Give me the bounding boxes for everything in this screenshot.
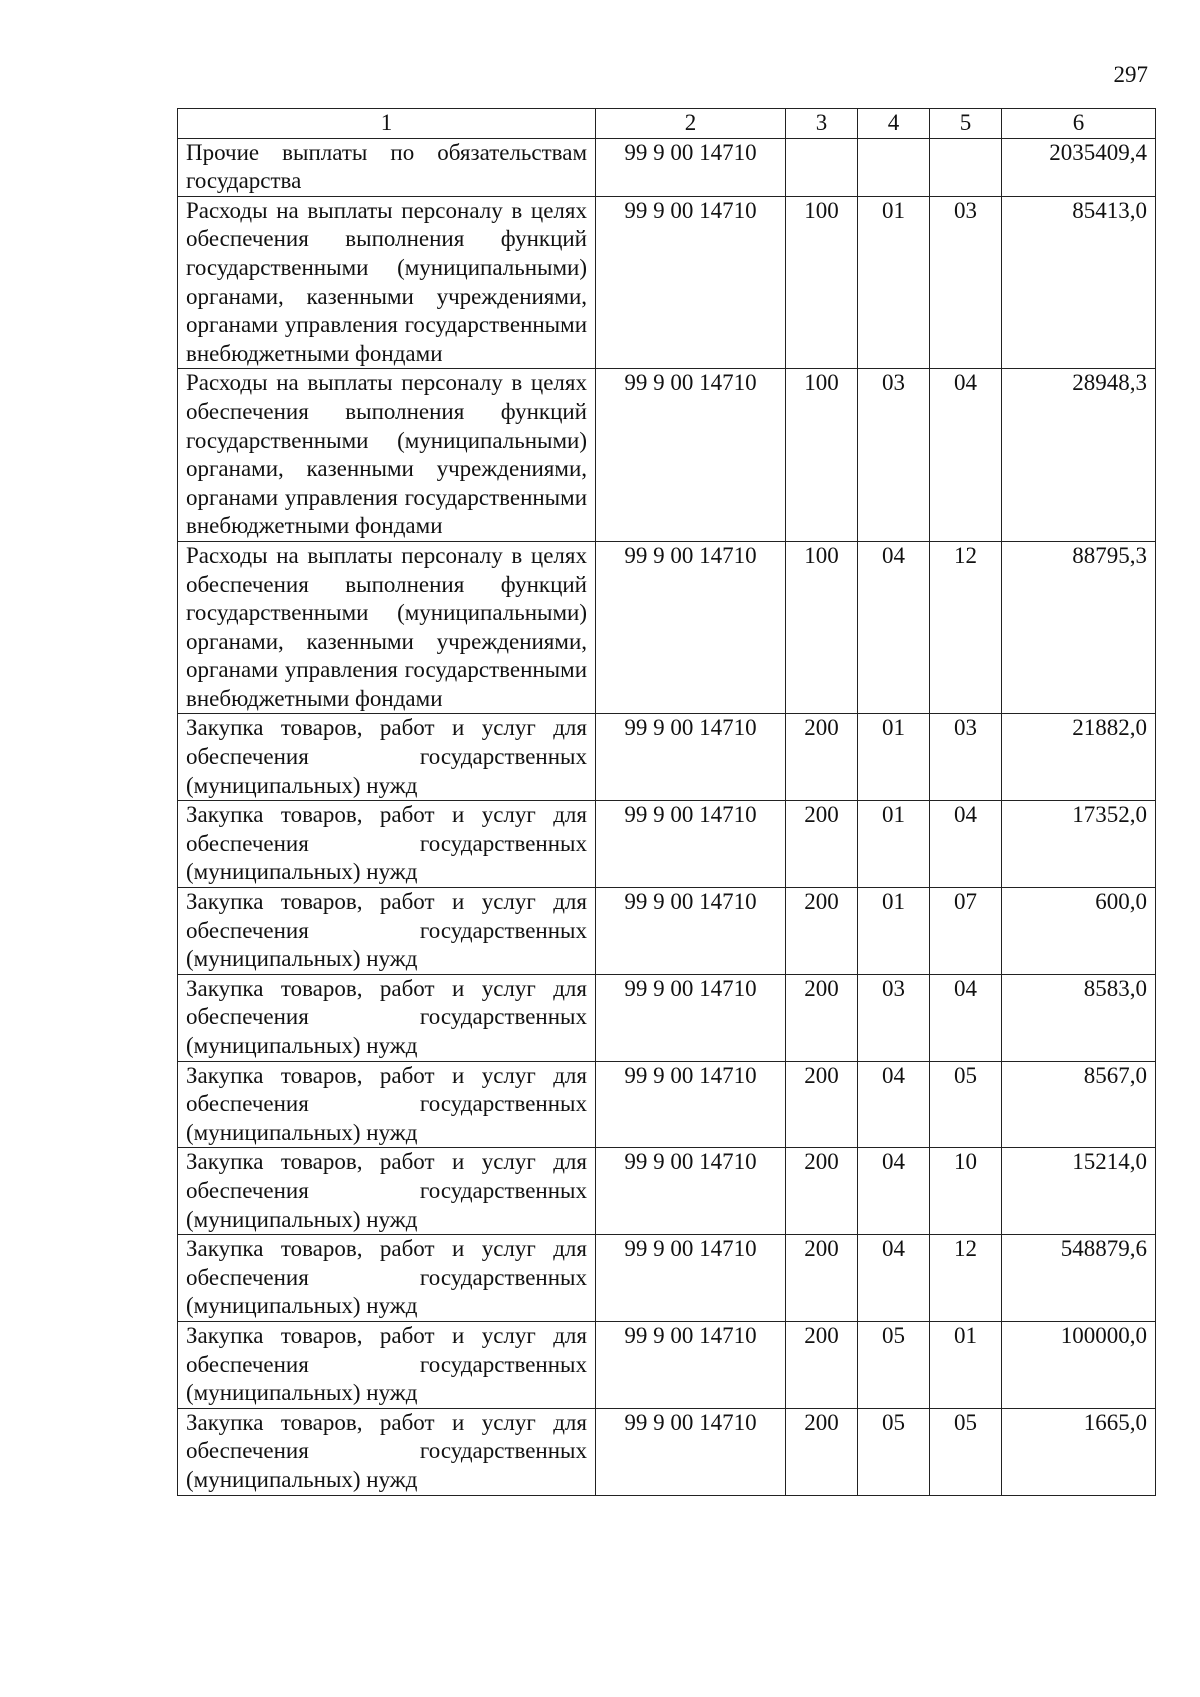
cell-expense-type: 200 — [786, 714, 858, 801]
cell-subsection: 05 — [930, 1408, 1002, 1495]
cell-amount: 1665,0 — [1002, 1408, 1156, 1495]
cell-target-code: 99 9 00 14710 — [596, 801, 786, 888]
cell-expense-type: 200 — [786, 1321, 858, 1408]
cell-subsection: 04 — [930, 369, 1002, 542]
cell-amount: 548879,6 — [1002, 1235, 1156, 1322]
cell-target-code: 99 9 00 14710 — [596, 196, 786, 369]
table-row — [178, 888, 1156, 975]
cell-expense-type: 200 — [786, 1235, 858, 1322]
cell-expense-type: 100 — [786, 541, 858, 714]
cell-amount: 17352,0 — [1002, 801, 1156, 888]
cell-expense-type: 200 — [786, 888, 858, 975]
cell-subsection: 12 — [930, 541, 1002, 714]
header-row — [178, 109, 1156, 139]
cell-target-code: 99 9 00 14710 — [596, 1061, 786, 1148]
cell-amount: 85413,0 — [1002, 196, 1156, 369]
cell-amount: 8583,0 — [1002, 974, 1156, 1061]
cell-description: Закупка товаров, работ и услуг для обеспечения государственных (муниципальных) нужд — [178, 1061, 596, 1148]
cell-target-code: 99 9 00 14710 — [596, 1235, 786, 1322]
cell-description: Расходы на выплаты персоналу в целях обеспечения выполнения функций государственными (муниципальными) органами, казенными учреждениями, органами управления государственными внебюджетными фондами — [178, 196, 596, 369]
cell-section: 01 — [858, 714, 930, 801]
cell-target-code: 99 9 00 14710 — [596, 1408, 786, 1495]
cell-amount: 8567,0 — [1002, 1061, 1156, 1148]
cell-description: Закупка товаров, работ и услуг для обеспечения государственных (муниципальных) нужд — [178, 974, 596, 1061]
cell-amount: 28948,3 — [1002, 369, 1156, 542]
cell-amount: 2035409,4 — [1002, 138, 1156, 196]
table-row — [178, 138, 1156, 196]
cell-subsection: 03 — [930, 196, 1002, 369]
budget-table — [177, 108, 1156, 1496]
table-row — [178, 1408, 1156, 1495]
table-row — [178, 541, 1156, 714]
cell-expense-type: 200 — [786, 974, 858, 1061]
cell-section: 04 — [858, 1148, 930, 1235]
cell-section: 01 — [858, 196, 930, 369]
cell-target-code: 99 9 00 14710 — [596, 714, 786, 801]
cell-target-code: 99 9 00 14710 — [596, 974, 786, 1061]
cell-description: Прочие выплаты по обязательствам государства — [178, 138, 596, 196]
cell-target-code: 99 9 00 14710 — [596, 541, 786, 714]
cell-description: Расходы на выплаты персоналу в целях обеспечения выполнения функций государственными (муниципальными) органами, казенными учреждениями, органами управления государственными внебюджетными фондами — [178, 369, 596, 542]
cell-section — [858, 138, 930, 196]
cell-section: 04 — [858, 1061, 930, 1148]
cell-expense-type: 100 — [786, 196, 858, 369]
cell-subsection: 03 — [930, 714, 1002, 801]
column-header: 2 — [596, 109, 786, 139]
table-row — [178, 1235, 1156, 1322]
cell-section: 03 — [858, 369, 930, 542]
table-row — [178, 801, 1156, 888]
cell-section: 01 — [858, 801, 930, 888]
table-row — [178, 369, 1156, 542]
cell-section: 01 — [858, 888, 930, 975]
cell-amount: 15214,0 — [1002, 1148, 1156, 1235]
column-header: 3 — [786, 109, 858, 139]
table-row — [178, 1061, 1156, 1148]
cell-section: 04 — [858, 1235, 930, 1322]
table-row — [178, 974, 1156, 1061]
cell-subsection: 07 — [930, 888, 1002, 975]
cell-target-code: 99 9 00 14710 — [596, 1321, 786, 1408]
cell-target-code: 99 9 00 14710 — [596, 138, 786, 196]
cell-subsection: 04 — [930, 974, 1002, 1061]
cell-expense-type: 200 — [786, 1061, 858, 1148]
column-header: 6 — [1002, 109, 1156, 139]
column-header: 5 — [930, 109, 1002, 139]
cell-section: 03 — [858, 974, 930, 1061]
cell-expense-type: 200 — [786, 1408, 858, 1495]
cell-section: 05 — [858, 1408, 930, 1495]
cell-expense-type — [786, 138, 858, 196]
cell-expense-type: 200 — [786, 1148, 858, 1235]
column-header: 4 — [858, 109, 930, 139]
cell-target-code: 99 9 00 14710 — [596, 1148, 786, 1235]
table-row — [178, 714, 1156, 801]
cell-subsection: 05 — [930, 1061, 1002, 1148]
table-row — [178, 1321, 1156, 1408]
page-number: 297 — [1113, 62, 1148, 87]
cell-amount: 21882,0 — [1002, 714, 1156, 801]
cell-section: 04 — [858, 541, 930, 714]
cell-amount: 600,0 — [1002, 888, 1156, 975]
cell-target-code: 99 9 00 14710 — [596, 888, 786, 975]
cell-amount: 100000,0 — [1002, 1321, 1156, 1408]
cell-description: Закупка товаров, работ и услуг для обеспечения государственных (муниципальных) нужд — [178, 888, 596, 975]
cell-section: 05 — [858, 1321, 930, 1408]
cell-subsection: 10 — [930, 1148, 1002, 1235]
cell-description: Закупка товаров, работ и услуг для обеспечения государственных (муниципальных) нужд — [178, 714, 596, 801]
cell-subsection — [930, 138, 1002, 196]
table-row — [178, 1148, 1156, 1235]
cell-expense-type: 100 — [786, 369, 858, 542]
cell-amount: 88795,3 — [1002, 541, 1156, 714]
cell-subsection: 04 — [930, 801, 1002, 888]
column-header: 1 — [178, 109, 596, 139]
cell-target-code: 99 9 00 14710 — [596, 369, 786, 542]
cell-subsection: 01 — [930, 1321, 1002, 1408]
cell-description: Закупка товаров, работ и услуг для обеспечения государственных (муниципальных) нужд — [178, 801, 596, 888]
cell-description: Закупка товаров, работ и услуг для обеспечения государственных (муниципальных) нужд — [178, 1321, 596, 1408]
cell-description: Закупка товаров, работ и услуг для обеспечения государственных (муниципальных) нужд — [178, 1235, 596, 1322]
cell-description: Закупка товаров, работ и услуг для обеспечения государственных (муниципальных) нужд — [178, 1408, 596, 1495]
table-row — [178, 196, 1156, 369]
cell-subsection: 12 — [930, 1235, 1002, 1322]
cell-expense-type: 200 — [786, 801, 858, 888]
cell-description: Расходы на выплаты персоналу в целях обеспечения выполнения функций государственными (муниципальными) органами, казенными учреждениями, органами управления государственными внебюджетными фондами — [178, 541, 596, 714]
cell-description: Закупка товаров, работ и услуг для обеспечения государственных (муниципальных) нужд — [178, 1148, 596, 1235]
